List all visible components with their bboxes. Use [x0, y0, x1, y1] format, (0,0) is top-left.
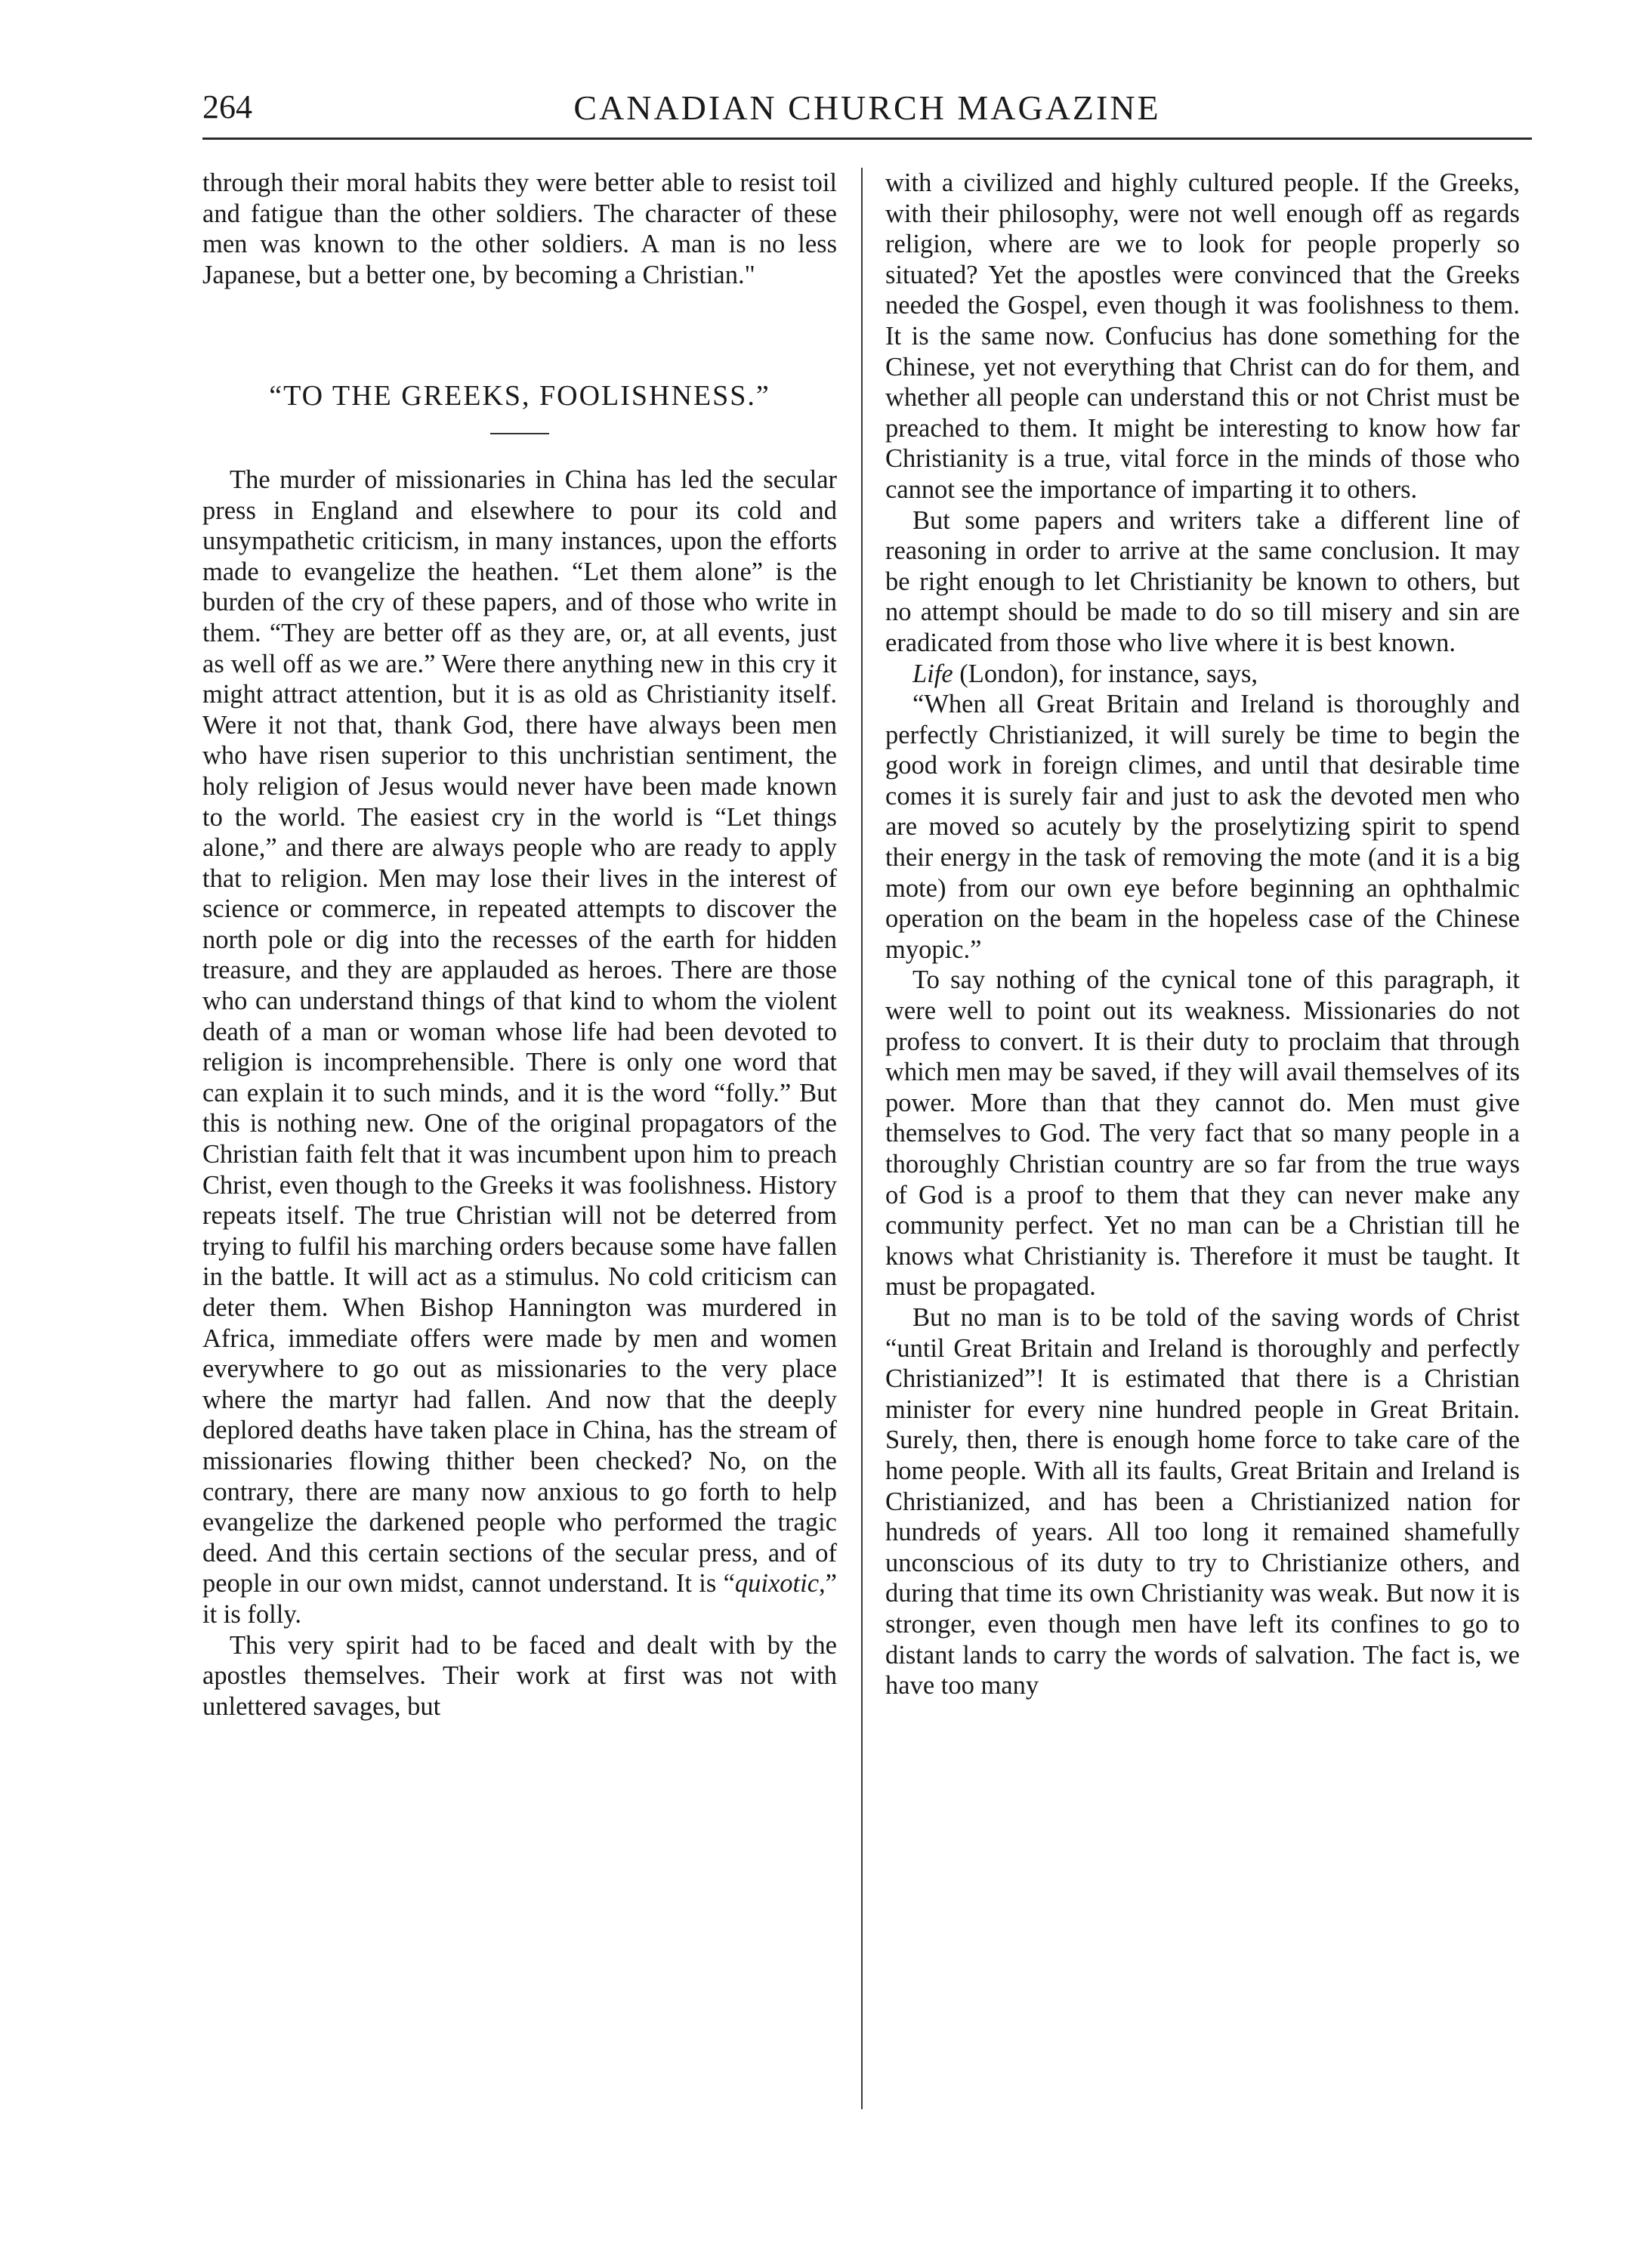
- article-paragraph: [885, 659, 1520, 690]
- article-heading: “TO THE GREEKS, FOOLISHNESS.”: [269, 380, 770, 412]
- article-paragraph: To say nothing of the cynical tone of this paragraph, it were well to point out its weakness. Missionaries do not profess to convert. It is their duty to proclaim that through which men may be saved, if they will avail themselves of its power. More than that they cannot do. Men must give themselves to God. The very fact that so many people in a thoroughly Christian country are so far from the true ways of God is a proof to them that they can never make any community perfect. Yet no man can be a Christian till he knows what Christianity is. Therefore it must be taught. It must be propagated.: [885, 965, 1520, 1302]
- page-header: [202, 83, 1532, 136]
- header-rule: [202, 137, 1532, 140]
- paragraph-text: ,” it is folly.: [202, 1569, 837, 1629]
- quoted-paragraph: “When all Great Britain and Ireland is thoroughly and perfectly Christianized, it will surely be time to begin the good work in foreign climes, and until that desirable time comes it is surely fair and just to ask the devoted men who are moved so acutely by the proselytizing spirit to spend their energy in the task of removing the mote (and it is a big mote) from our own eye before beginning an ophthalmic operation on the beam in the hopeless case of the Chinese myopic.”: [885, 690, 1520, 964]
- section-gap: [202, 290, 837, 381]
- page-number: 264: [202, 88, 252, 125]
- continuation-paragraph: through their moral habits they were better able to resist toil and fatigue than the other soldiers. The character of these men was known to the other soldiers. A man is no less Japanese, but a better one, by becoming a Christian.": [202, 168, 837, 289]
- article-paragraph: This very spirit had to be faced and dealt with by the apostles themselves. Their work at first was not with unlettered savages, but: [202, 1630, 837, 1721]
- heading-divider: [490, 433, 549, 434]
- column-divider: [861, 168, 863, 2109]
- article-paragraph: [202, 465, 837, 1630]
- publication-name: Life: [912, 659, 953, 688]
- paragraph-text: The murder of missionaries in China has led the secular press in England and elsewhere to pour its cold and unsympathetic criticism, in many instances, upon the efforts made to evangelize the heathen. “Let them alone” is the burden of the cry of these papers, and of those who write in them. “They are better off as they are, or, at all events, just as well off as we are.” Were there anything new in this cry it might attract attention, but it is as old as Christianity itself. Were it not that, thank God, there have always been men who have risen superior to this unchristian sentiment, the holy religion of Jesus would never have been made known to the world. The easiest cry in the world is “Let things alone,” and there are always people who are ready to apply that to religion. Men may lose their lives in the interest of science or commerce, in repeated attempts to discover the north pole or dig into the recesses of the earth for hidden treasure, and they are applauded as heroes. There are those who can understand things of that kind to whom the violent death of a man or woman whose life had been devoted to religion is incomprehensible. There is only one word that can explain it to such minds, and it is the word “folly.” But this is nothing new. One of the original propagators of the Christian faith felt that it was incumbent upon him to preach Christ, even though to the Greeks it was foolishness. History repeats itself. The true Christian will not be deterred from trying to fulfil his marching orders because some have fallen in the battle. It will act as a stimulus. No cold criticism can deter them. When Bishop Hannington was murdered in Africa, immediate offers were made by men and women everywhere to go out as missionaries to the very place where the martyr had fallen. And now that the deeply deplored deaths have taken place in China, has the stream of missionaries flowing thither been checked? No, on the contrary, there are many now anxious to go forth to help evangelize the darkened people who performed the tragic deed. And this certain sections of the secular press, and of people in our own midst, cannot understand. It is “: [202, 465, 837, 1599]
- running-title: CANADIAN CHURCH MAGAZINE: [573, 88, 1161, 127]
- paragraph-text: (London), for instance, says,: [953, 659, 1258, 688]
- right-column: [885, 168, 1520, 1701]
- article-paragraph: But no man is to be told of the saving words of Christ “until Great Britain and Ireland is thoroughly and perfectly Christianized”! It is estimated that there is a Christian minister for every nine hundred people in Great Britain. Surely, then, there is enough home force to take care of the home people. With all its faults, Great Britain and Ireland is Christianized, and has been a Christianized nation for hundreds of years. All too long it remained shamefully unconscious of its duty to try to Christianize others, and during that time its own Christianity was weak. But now it is stronger, even though men have left its confines to go to distant lands to carry the words of salvation. The fact is, we have too many: [885, 1302, 1520, 1700]
- left-column: [202, 168, 837, 1722]
- italic-word: quixotic: [734, 1569, 820, 1599]
- article-paragraph: with a civilized and highly cultured people. If the Greeks, with their philosophy, were not well enough off as regards religion, where are we to look for people properly so situated? Yet the apostles were convinced that the Greeks needed the Gospel, even though it was foolishness to them. It is the same now. Confucius has done something for the Chinese, yet not everything that Christ can do for them, and whether all people can understand this or not Christ must be preached to them. It might be interesting to know how far Christianity is a true, vital force in the minds of those who cannot see the importance of imparting it to others.: [885, 168, 1520, 504]
- article-paragraph: But some papers and writers take a different line of reasoning in order to arrive at the same conclusion. It may be right enough to let Christianity be known to others, but no attempt should be made to do so till misery and sin are eradicated from those who live where it is best known.: [885, 505, 1520, 657]
